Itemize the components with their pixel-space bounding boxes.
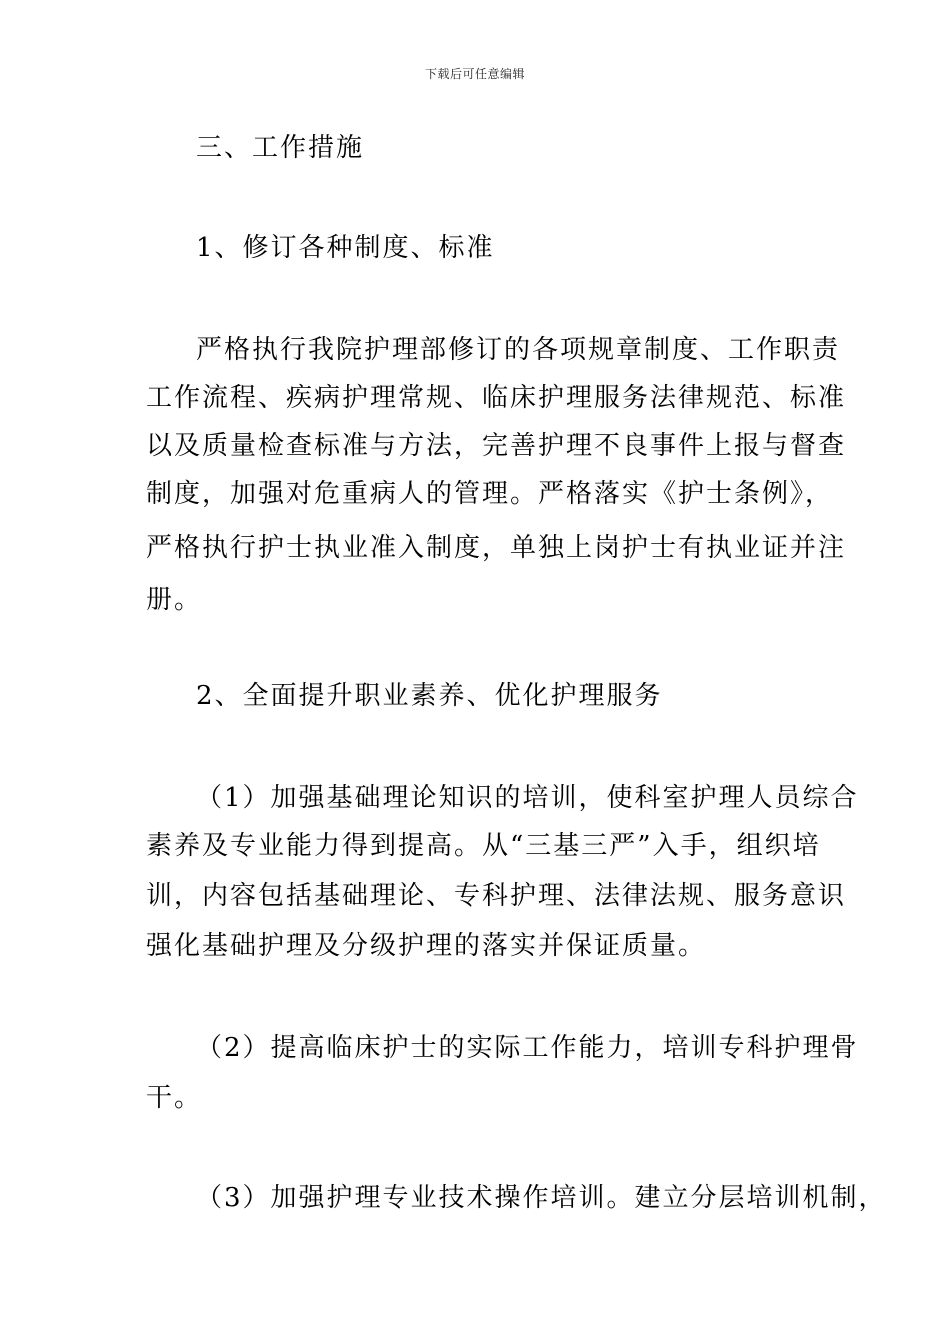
sub1-line: 素养及专业能力得到提高。从“三基三严”入手，组织培 (146, 831, 821, 861)
item1-heading: 1、修订各种制度、标准 (196, 233, 495, 263)
item1-line: 册。 (146, 585, 203, 615)
sub2-line: （2）提高临床护士的实际工作能力，培训专科护理骨 (196, 1033, 859, 1063)
section-heading: 三、工作措施 (196, 133, 365, 163)
item1-line: 工作流程、疾病护理常规、临床护理服务法律规范、标准 (146, 383, 847, 413)
sub3-line: （3）加强护理专业技术操作培训。建立分层培训机制， (196, 1183, 887, 1213)
item1-line: 制度，加强对危重病人的管理。严格落实《护士条例》， (146, 479, 834, 509)
sub1-line: 训，内容包括基础理论、专科护理、法律法规、服务意识 (146, 881, 847, 911)
item1-line: 严格执行护士执业准入制度，单独上岗护士有执业证并注 (146, 533, 847, 563)
item1-line: 以及质量检查标准与方法，完善护理不良事件上报与督查 (146, 431, 847, 461)
item1-line: 严格执行我院护理部修订的各项规章制度、工作职责 (196, 335, 841, 365)
sub1-line: （1）加强基础理论知识的培训，使科室护理人员综合 (196, 783, 859, 813)
sub1-line: 强化基础护理及分级护理的落实并保证质量。 (146, 931, 707, 961)
sub2-line: 干。 (146, 1083, 203, 1113)
page-header: 下载后可任意编辑 (424, 67, 525, 81)
item2-heading: 2、全面提升职业素养、优化护理服务 (196, 681, 663, 711)
